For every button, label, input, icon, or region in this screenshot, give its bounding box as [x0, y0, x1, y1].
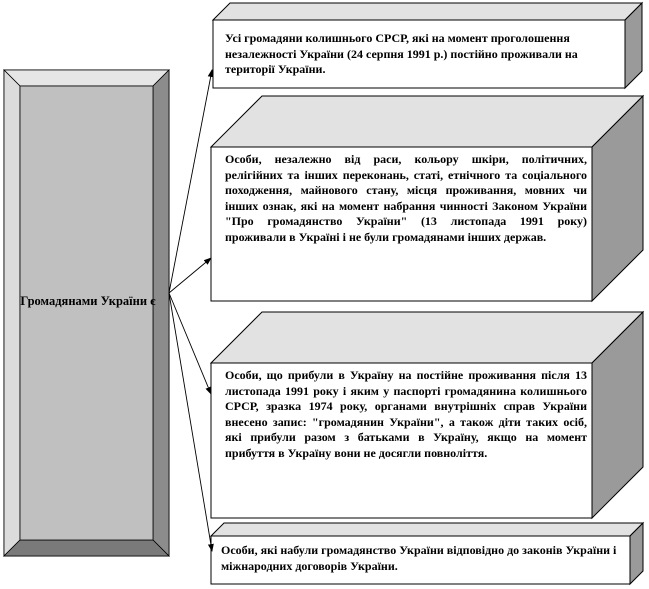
arrow-to-box-1 [169, 70, 212, 293]
arrow-to-box-3 [169, 293, 211, 394]
box-3-text: Особи, що прибули в Україну на постійне проживання після 13 листопада 1991 року і яким у паспорті громадянина колишнього СРСР, зразка 1974 року, органами внутрішніх справ України внесено запис: "громадянин України", а також діти таких осіб, які прибули разом з батьками в Україну, якщо на момент прибуття в Україну вони не досягли повноліття. [225, 368, 587, 460]
box-2-text: Особи, незалежно від раси, кольору шкіри, політичних, релігійних та інших переконань, статі, етнічного та соціального походження, майнового стану, місця проживання, мовних чи інших ознак, які на момент набрання чинності Законом України "Про громадянство України" (13 листопада 1991 року) проживали в Україні і не були громадянами інших держав. [225, 152, 587, 244]
box-4-text: Особи, які набули громадянство України відповідно до законів України і міжнародних договорів України. [221, 543, 617, 573]
box-1-text: Усі громадяни колишнього СРСР, які на момент проголошення незалежності України (24 серпня 1991 р.) постійно проживали на території України. [225, 31, 578, 76]
arrow-to-box-4 [169, 293, 212, 551]
root-box [4, 70, 169, 556]
root-label: Громадянами України є [20, 294, 156, 308]
arrow-to-box-2 [169, 258, 211, 293]
